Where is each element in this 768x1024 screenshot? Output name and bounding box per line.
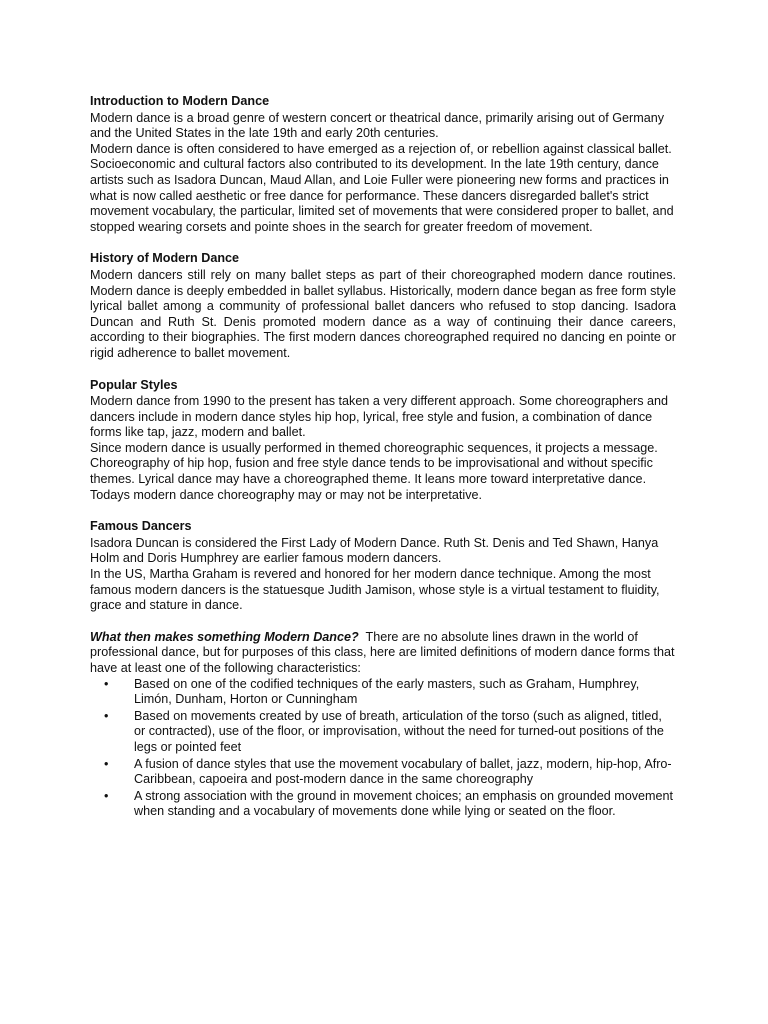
definition-intro-text: There are no absolute lines drawn in the world of professional dance, but for purposes of this class, here are limited definitions of modern dance forms that have at least one of the following characteristics: — [90, 629, 675, 675]
definition-question: What then makes something Modern Dance? — [90, 629, 359, 644]
section-heading: History of Modern Dance — [90, 251, 240, 266]
section-popular-styles — [90, 378, 676, 504]
list-item — [90, 677, 676, 708]
list-item-text: Based on one of the codified techniques of the early masters, such as Graham, Humphrey, Limón, Dunham, Horton or Cunningham — [134, 676, 640, 707]
bullet-icon: • — [104, 788, 109, 803]
section-paragraph: Modern dance is often considered to have emerged as a rejection of, or rebellion against classical ballet. Socioeconomic and cultural factors also contributed to its development. In the late 19th century, dance artists such as Isadora Duncan, Maud Allan, and Loie Fuller were pioneering new forms and practices in what is now called aesthetic or free dance for performance. These dancers disregarded ballet's strict movement vocabulary, the particular, limited set of movements that were considered proper to ballet, and stopped wearing corsets and pointe shoes in the search for greater freedom of movement. — [90, 141, 674, 234]
section-paragraph: Modern dancers still rely on many ballet steps as part of their choreographed modern dance routines. Modern dance is deeply embedded in ballet syllabus. Historically, modern dance began as free form style lyrical ballet among a community of professional ballet dancers who refused to stop dancing. Isadora Duncan and Ruth St. Denis promoted modern dance as a way of continuing their dance careers, according to their biographies. The first modern dances choreographed required no dancing en pointe or rigid adherence to ballet movement. — [90, 267, 676, 360]
characteristics-list — [90, 677, 676, 820]
section-paragraph: Since modern dance is usually performed in themed choreographic sequences, it projects a message. Choreography of hip hop, fusion and free style dance tends to be improvisational and without specific themes. Lyrical dance may have a choreographed theme. It leans more toward interpretative dance. Todays modern dance choreography may or may not be interpretative. — [90, 440, 658, 502]
list-item-text: A fusion of dance styles that use the movement vocabulary of ballet, jazz, modern, hip-hop, Afro-Caribbean, capoeira and post-modern dance in the same choreography — [134, 756, 672, 787]
bullet-icon: • — [104, 756, 109, 771]
section-paragraph: Modern dance from 1990 to the present has taken a very different approach. Some choreographers and dancers include in modern dance styles hip hop, lyrical, free style and fusion, a combination of dance forms like tap, jazz, modern and ballet. — [90, 394, 669, 440]
section-introduction — [90, 94, 676, 235]
definition-intro-paragraph — [90, 630, 676, 677]
document-body — [90, 94, 676, 821]
list-item — [90, 709, 676, 756]
section-definition — [90, 630, 676, 820]
section-heading: Introduction to Modern Dance — [90, 94, 270, 108]
section-history — [90, 251, 676, 361]
section-famous-dancers — [90, 519, 676, 614]
list-item-text: Based on movements created by use of breath, articulation of the torso (such as aligned, titled, or contracted), use of the floor, or improvisation, without the need for turned-out positions of the legs or pointed feet — [134, 708, 664, 754]
section-heading: Famous Dancers — [90, 519, 192, 534]
section-paragraph: In the US, Martha Graham is revered and honored for her modern dance technique. Among the most famous modern dancers is the statuesque Judith Jamison, whose style is a virtual testament to fluidity, grace and stature in dance. — [90, 567, 660, 613]
section-heading: Popular Styles — [90, 377, 178, 392]
section-paragraph: Modern dance is a broad genre of western concert or theatrical dance, primarily arising out of Germany and the United States in the late 19th and early 20th centuries. — [90, 110, 664, 141]
bullet-icon: • — [104, 676, 109, 691]
list-item — [90, 757, 676, 788]
section-paragraph: Isadora Duncan is considered the First Lady of Modern Dance. Ruth St. Denis and Ted Shawn, Hanya Holm and Doris Humphrey are earlier famous modern dancers. — [90, 535, 659, 566]
list-item-text: A strong association with the ground in movement choices; an emphasis on grounded movement when standing and a vocabulary of movements done while lying or seated on the floor. — [134, 788, 674, 819]
bullet-icon: • — [104, 708, 109, 723]
list-item — [90, 789, 676, 820]
